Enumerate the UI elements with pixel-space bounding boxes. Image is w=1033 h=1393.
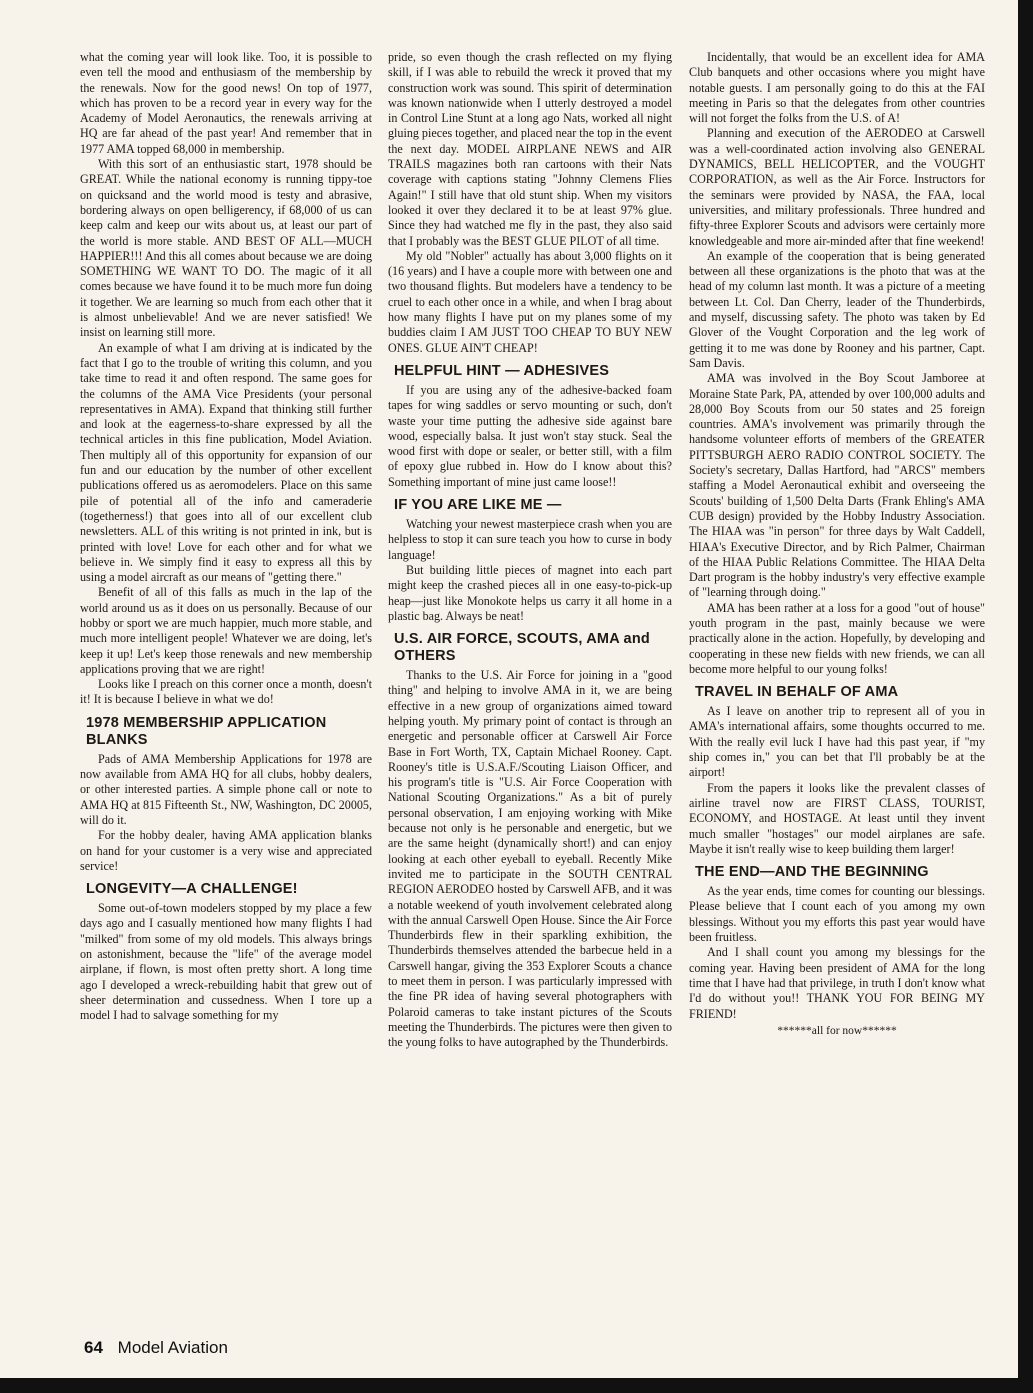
paragraph: With this sort of an enthusiastic start, 1978 should be GREAT. While the national economy is running tippy-toe on quicksand and the world mood is testy and abrasive, bordering always on open belligerency, if 68,000 of us can keep calm and keep our wits about us, at least our part of the world is more stable. AND BEST OF ALL—MUCH HAPPIER!!! And this all comes about because we are doing SOMETHING WE WANT TO DO. The magic of it all comes because we have found it to be much more fun doing it together. We are learning so much from each other that it is almost unbelievable! And we are never satisfied! We insist on learning still more. — [80, 157, 372, 340]
column-3 — [689, 50, 985, 1039]
paragraph: If you are using any of the adhesive-backed foam tapes for wing saddles or servo mounting or such, don't waste your time putting the adhesive side against bare wood, especially balsa. It just won't stay stuck. Seal the wood first with dope or sealer, or better still, with a film of epoxy glue rubbed in. How do I know about this? Something important of mine just came loose!! — [388, 382, 672, 489]
section-heading-adhesives: HELPFUL HINT — ADHESIVES — [394, 362, 610, 379]
paragraph: Planning and execution of the AERODEO at Carswell was a well-coordinated action involving also GENERAL DYNAMICS, BELL HELICOPTER, and the VOUGHT CORPORATION, as well as the Air Force. Instructors for the seminars were provided by NASA, the FAA, local universities, and military professionals. Three hundred and fifty-three Explorer Scouts and advisors were certainly more knowledgeable and more air-minded after that fine weekend! — [689, 126, 985, 248]
section-heading-travel: TRAVEL IN BEHALF OF AMA — [695, 684, 899, 701]
section-heading-membership: 1978 MEMBERSHIP APPLICATION BLANKS — [86, 714, 327, 748]
paragraph: From the papers it looks like the prevalent classes of airline travel now are FIRST CLASS, TOURIST, ECONOMY, and HOSTAGE. At least until they invent much smaller "hostages" our model airplanes are safe. Maybe it isn't really wise to keep building them larger! — [689, 780, 985, 856]
paragraph: But building little pieces of magnet into each part might keep the crashed pieces all in one easy-to-pick-up heap—just like Monokote helps us carry it all home in a plastic bag. Always be neat! — [388, 562, 672, 623]
section-heading-air-force: U.S. AIR FORCE, SCOUTS, AMA and OTHERS — [394, 631, 650, 665]
column-2 — [388, 50, 672, 1051]
page-footer — [84, 1338, 228, 1358]
section-heading-end: THE END—AND THE BEGINNING — [695, 864, 929, 881]
paragraph: Some out-of-town modelers stopped by my place a few days ago and I casually mentioned how many flights I had "milked" from some of my old models. This always brings on astonishment, because the "life" of the average model airplane, if flown, is most often pretty short. A long time ago I developed a wreck-rebuilding habit that grew out of sheer determination and cussedness. When I tore up a model I had to salvage something for my — [80, 901, 372, 1023]
paragraph: Watching your newest masterpiece crash when you are helpless to stop it can sure teach you how to curse in body language! — [388, 517, 672, 562]
paragraph: An example of the cooperation that is being generated between all these organizations is the photo that was at the head of my column last month. It was a picture of a meeting between Lt. Col. Dan Cherry, leader of the Thunderbirds, and myself, discussing safety. The photo was taken by Ed Glover of the Vought Corporation and the leg work of getting it to me was done by Rooney and his partner, Capt. Sam Davis. — [689, 248, 985, 370]
paragraph: My old "Nobler" actually has about 3,000 flights on it (16 years) and I have a couple more with between one and two thousand flights. But modelers have a tendency to be cruel to each other once in a while, and when I brag about how many flights I have put on my planes some of my buddies claim I AM JUST TOO CHEAP TO BUY NEW ONES. GLUE AIN'T CHEAP! — [388, 248, 672, 355]
publication-name: Model Aviation — [117, 1338, 228, 1357]
paragraph: An example of what I am driving at is indicated by the fact that I go to the trouble of writing this column, and you take time to read it and often respond. The same goes for the columns of the AMA Vice Presidents (your personal representatives in AMA). Expand that thinking still further and look at the eagerness-to-share expressed by all the technical articles in this fine publication, Model Aviation. Then multiply all of this opportunity for expansion of our fun and our education by the number of other excellent publications offered us as aeromodelers. Place on this same pile of potential all of the info and cameraderie (togetherness!) that goes into all of our excellent club newsletters. ALL of this writing is not printed in ink, but is printed with love! Love for each other and for what we believe in. We simply find it easy to express all this by using a model aircraft as our means of "getting there." — [80, 340, 372, 585]
paragraph: pride, so even though the crash reflected on my flying skill, if I was able to rebuild the wreck it proved that my construction work was sound. This spirit of determination was known nationwide when I utterly destroyed a model in Control Line Stunt at a long ago Nats, worked all night gluing pieces together, and placed near the top in the event the next day. MODEL AIRPLANE NEWS and AIR TRAILS magazines both ran cartoons with their Nats coverage with captions stating "Johnny Clemens Flies Again!" I still have that old stunt ship. When my visitors looked it over they declared it to be at least 97% glue. Since they had watched me fly in the past, they also said that I probably was the BEST GLUE PILOT of all time. — [388, 50, 672, 248]
paragraph: And I shall count you among my blessings for the coming year. Having been president of AMA for the long time that I have had that privilege, in truth I don't know what I'd do without you!! THANK YOU FOR BEING MY FRIEND! — [689, 945, 985, 1021]
paragraph: Thanks to the U.S. Air Force for joining in a "good thing" and helping to involve AMA in it, we are being effective in a new group of organizations aimed toward helping youth. My primary point of contact is through an energetic and personable officer at Carswell Air Force Base in Fort Worth, TX, Captain Michael Rooney. Capt. Rooney's title is U.S.A.F./Scouting Liaison Officer, and his program's title is "U.S. Air Force Cooperation with National Scouting Organizations." As a bit of purely personal observation, I am enjoying working with Mike because not only is he personable and energetic, but we are the same height (dynamically short!) and can enjoy looking at each other eyeball to eyeball. Recently Mike invited me to participate in the SOUTH CENTRAL REGION AERODEO hosted by Carswell AFB, and it was a notable weekend of youth involvement celebrated along with the annual Carswell Open House. Since the Air Force Thunderbirds flew in their sparkling exhibition, the Thunderbirds themselves attended the barbecue held in a Carswell hangar, giving the 353 Explorer Scouts a chance to meet them in person. I was particularly impressed with the fine PR idea of having several photographers with Polaroid cameras to take instant pictures of the Scouts meeting the Thunderbirds. The pictures were then given to the young folks to have autographed by the Thunderbirds. — [388, 668, 672, 1050]
paragraph: As I leave on another trip to represent all of you in AMA's international affairs, some thoughts occurred to me. With the really evil luck I have had this past year, if "my ship comes in," you can bet that I'll probably be at the airport! — [689, 704, 985, 780]
signoff: ******all for now****** — [777, 1024, 897, 1037]
paragraph: Pads of AMA Membership Applications for 1978 are now available from AMA HQ for all clubs, hobby dealers, or other interested parties. A simple phone call or note to AMA HQ at 815 Fifteenth St., NW, Washington, DC 20005, will do it. — [80, 751, 372, 827]
paragraph: AMA has been rather at a loss for a good "out of house" youth program in the past, mainly because we were practically alone in the action. Hopefully, by developing and cooperating in these new fields with new friends, we can all become more helpful to our young folks! — [689, 600, 985, 676]
paragraph: Looks like I preach on this corner once a month, doesn't it! It is because I believe in what we do! — [80, 677, 372, 707]
paragraph: As the year ends, time comes for counting our blessings. Please believe that I count each of you among my own blessings. Without you my efforts this past year would have been fruitless. — [689, 884, 985, 945]
paragraph: Incidentally, that would be an excellent idea for AMA Club banquets and other occasions where you might have notable guests. I am personally going to do this at the FAI meeting in Paris so that the delegates from other countries will not forget the folks from the U.S. of A! — [689, 50, 985, 126]
section-heading-like-me: IF YOU ARE LIKE ME — — [394, 497, 562, 514]
paragraph: Benefit of all of this falls as much in the lap of the world around us as it does on us personally. Because of our hobby or sport we are much happier, much more stable, and much more intelligent people! Whatever we are doing, let's keep it up! Let's keep those renewals and new membership applications proving that we are right! — [80, 585, 372, 676]
page-number: 64 — [84, 1338, 103, 1357]
paragraph: AMA was involved in the Boy Scout Jamboree at Moraine State Park, PA, attended by over 100,000 adults and 28,000 Boy Scouts from our 50 states and 25 foreign countries. AMA's involvement was primarily through the handsome volunteer efforts of members of the GREATER PITTSBURGH AERO RADIO CONTROL SOCIETY. The Society's secretary, Dallas Hartford, had "ARCS" members staffing a Model Aeronautical exhibit and overseeing the Scouts' building of 1,500 Delta Darts (Frank Ehling's AMA CUB design) provided by the Hobby Industry Association. The HIAA was "in person" for three days by Walt Caddell, HIAA's Executive Director, and by Rich Palmer, Chairman of the HIAA Public Relations Committee. The HIAA Delta Dart program is the hobby industry's very effective example of "learning through doing." — [689, 371, 985, 600]
section-heading-longevity: LONGEVITY—A CHALLENGE! — [86, 881, 298, 898]
paragraph: what the coming year will look like. Too, it is possible to even tell the mood and enthusiasm of the membership by the renewals. Now for the good news! On top of 1977, which has proven to be a record year in every way for the Academy of Model Aeronautics, the renewals arriving at HQ are far ahead of the past year! And remember that in 1977 AMA topped 68,000 in membership. — [80, 50, 372, 156]
paragraph: For the hobby dealer, having AMA application blanks on hand for your customer is a very wise and appreciated service! — [80, 828, 372, 873]
column-1 — [80, 50, 372, 1024]
